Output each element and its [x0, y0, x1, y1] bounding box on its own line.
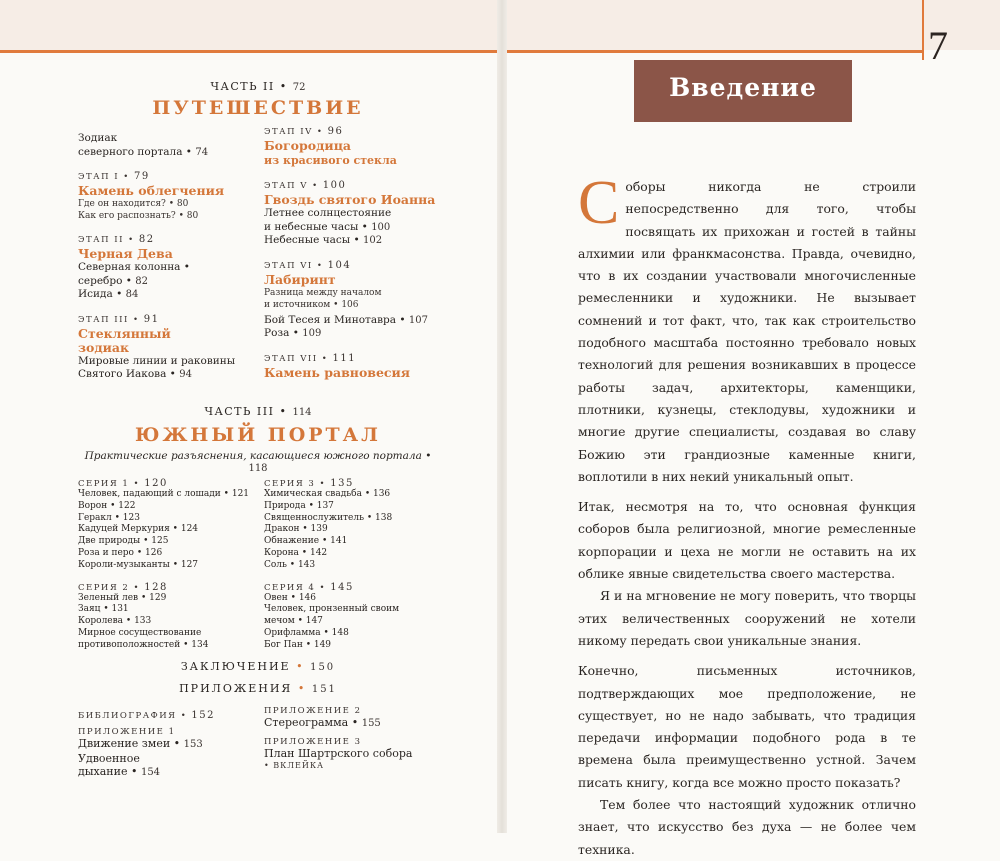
- chapter-title[interactable]: Камень облегчения: [78, 183, 225, 198]
- part3-col2: [264, 478, 454, 652]
- toc-entry[interactable]: противоположностей • 134: [78, 639, 209, 650]
- toc-entry[interactable]: Две природы • 125: [78, 536, 169, 547]
- appendix-col2: [264, 706, 454, 772]
- toc-entry[interactable]: мечом • 147: [264, 616, 323, 627]
- toc-entry[interactable]: • ВКЛЕЙКА: [264, 761, 325, 770]
- appendix-label: ПРИЛОЖЕНИЕ 2: [264, 706, 362, 716]
- toc-entry[interactable]: и небесные часы • 100: [264, 220, 391, 233]
- paragraph: Соборы никогда не строили непосредственно для того, чтобы посвящать их прихожан и гостей в тайны алхимии или франкмасонства. Правда, очевидно, что в их создании участвовали многочисленные ремесленники и художники. Не вызывает сомнений и тот факт, что, так как строительство подобного масштаба постоянно требовало новых технологий для решения возникавших в процессе работы задач, архитекторы, каменщики, плотники, кузнецы, стеклодувы, художники и многие другие специалисты, создавая во славу Божию эти грандиозные каменные книги, воплотили в них некий уникальный опыт.: [578, 169, 916, 484]
- toc-entry[interactable]: Разница между началом: [264, 287, 382, 298]
- toc-entry[interactable]: Святого Иакова • 94: [78, 368, 192, 380]
- toc-entry[interactable]: Кадуцей Меркурия • 124: [78, 524, 199, 535]
- intro-title-box: [634, 60, 852, 122]
- toc-entry[interactable]: Зеленый лев • 129: [78, 592, 167, 603]
- series-label: СЕРИЯ 1 • 120: [78, 478, 168, 489]
- toc-entry[interactable]: северного портала • 74: [78, 145, 209, 158]
- stage-label: ЭТАП III • 91: [78, 313, 160, 325]
- appendix-col1: [78, 710, 263, 780]
- toc-entry[interactable]: Роза • 109: [264, 327, 322, 339]
- toc-entry[interactable]: Соль • 143: [264, 559, 316, 570]
- table-of-contents: [78, 80, 438, 778]
- part2-heading: ЧАСТЬ II • 72: [210, 80, 306, 93]
- toc-entry[interactable]: Священнослужитель • 138: [264, 512, 393, 523]
- toc-entry[interactable]: Как его распознать? • 80: [78, 211, 199, 221]
- chapter-title[interactable]: Богородица из красивого стекла: [264, 138, 397, 167]
- chapter-title[interactable]: Камень равновесия: [264, 364, 411, 380]
- drop-cap: С: [578, 169, 620, 237]
- page-number-rule: [922, 0, 924, 60]
- toc-entry[interactable]: Человек, пронзенный своим: [264, 604, 400, 615]
- book-gutter: [497, 0, 507, 833]
- top-rule: [0, 50, 922, 53]
- appendix-label: ПРИЛОЖЕНИЕ 3: [264, 736, 362, 747]
- intro-title: Введение: [669, 73, 817, 102]
- toc-entry[interactable]: Северная колонна •: [78, 261, 190, 273]
- toc-entry[interactable]: Корона • 142: [264, 547, 328, 558]
- part3-heading: ЧАСТЬ III • 114: [204, 405, 312, 418]
- series-label: СЕРИЯ 2 • 128: [78, 581, 168, 593]
- toc-entry[interactable]: Мировые линии и раковины: [78, 354, 236, 367]
- toc-entry[interactable]: Орифламма • 148: [264, 627, 349, 638]
- stage-label: ЭТАП VII • 111: [264, 352, 357, 364]
- paragraph: Тем более что настоящий художник отлично знает, что искусство без духа — не более чем техника.: [578, 797, 916, 857]
- bibliography-entry[interactable]: БИБЛИОГРАФИЯ • 152: [78, 710, 216, 721]
- chapter-title[interactable]: Лабиринт: [264, 271, 336, 287]
- stage-label: ЭТАП II • 82: [78, 234, 155, 245]
- part2-col2: [264, 126, 454, 380]
- appendix-label: ПРИЛОЖЕНИЕ 1: [78, 727, 176, 737]
- toc-entry[interactable]: Природа • 137: [264, 500, 334, 511]
- toc-entry[interactable]: Летнее солнцестояние: [264, 207, 392, 219]
- chapter-title[interactable]: Черная Дева: [78, 246, 173, 261]
- paragraph: Я и на мгновение не могу поверить, что творцы этих величественных сооружений не хотели никому передать свои уникальные знания.: [578, 588, 916, 648]
- toc-entry[interactable]: Человек, падающий с лошади • 121: [78, 489, 250, 499]
- toc-entry[interactable]: Движение змеи • 153: [78, 737, 203, 750]
- toc-entry[interactable]: дыхание • 154: [78, 765, 161, 778]
- toc-entry[interactable]: Дракон • 139: [264, 524, 328, 535]
- toc-entry[interactable]: Небесные часы • 102: [264, 234, 383, 246]
- toc-entry[interactable]: Роза и перо • 126: [78, 547, 163, 558]
- series-label: СЕРИЯ 4 • 145: [264, 581, 354, 593]
- intro-article: [578, 169, 916, 861]
- stage-label: ЭТАП VI • 104: [264, 259, 352, 271]
- toc-entry[interactable]: Бой Тесея и Минотавра • 107: [264, 313, 428, 326]
- toc-entry[interactable]: серебро • 82: [78, 274, 149, 287]
- toc-entry[interactable]: Удвоенное: [78, 751, 140, 765]
- toc-entry[interactable]: План Шартрского собора: [264, 746, 413, 760]
- toc-entry[interactable]: Зодиак: [78, 132, 118, 144]
- paragraph: Итак, несмотря на то, что основная функция соборов была религиозной, многие ремесленные корпорации и цеха не могли не оставить на их облике явные свидетельства своего мастерства.: [578, 499, 916, 582]
- toc-entry[interactable]: Обнажение • 141: [264, 536, 348, 547]
- toc-entry[interactable]: Где он находится? • 80: [78, 199, 189, 209]
- part3-col1: [78, 478, 263, 652]
- toc-entry[interactable]: Овен • 146: [264, 592, 316, 603]
- toc-entry[interactable]: и источником • 106: [264, 299, 359, 310]
- toc-entry[interactable]: Королева • 133: [78, 616, 152, 627]
- appendices-entry[interactable]: ПРИЛОЖЕНИЯ • 151: [179, 682, 337, 695]
- page-number: 7: [928, 23, 948, 68]
- paragraph: Конечно, письменных источников, подтверждающих мое предположение, не существует, но не надо забывать, что традиция передачи информации подобного рода в те времена была преимущественно устной. Зачем писать книгу, когда все можно просто показать?: [578, 663, 916, 790]
- toc-entry[interactable]: Короли-музыканты • 127: [78, 559, 199, 570]
- toc-entry[interactable]: Мирное сосуществование: [78, 627, 202, 638]
- chapter-title[interactable]: Стеклянный зодиак: [78, 325, 171, 355]
- stage-label: ЭТАП I • 79: [78, 171, 150, 182]
- part3-title: ЮЖНЫЙ ПОРТАЛ: [135, 424, 381, 446]
- toc-entry[interactable]: Заяц • 131: [78, 604, 129, 615]
- toc-entry[interactable]: Химическая свадьба • 136: [264, 489, 391, 499]
- toc-entry[interactable]: Исида • 84: [78, 288, 139, 300]
- toc-entry[interactable]: Стереограмма • 155: [264, 716, 381, 729]
- stage-label: ЭТАП V • 100: [264, 180, 347, 191]
- part2-col1: [78, 132, 263, 382]
- toc-entry[interactable]: Бог Пан • 149: [264, 639, 332, 650]
- toc-entry[interactable]: Геракл • 123: [78, 512, 140, 523]
- chapter-title[interactable]: Гвоздь святого Иоанна: [264, 192, 436, 207]
- stage-label: ЭТАП IV • 96: [264, 126, 344, 137]
- part2-title: ПУТЕШЕСТВИЕ: [152, 97, 364, 119]
- series-label: СЕРИЯ 3 • 135: [264, 478, 354, 489]
- conclusion-entry[interactable]: ЗАКЛЮЧЕНИЕ • 150: [180, 660, 336, 673]
- toc-entry[interactable]: Ворон • 122: [78, 500, 136, 511]
- part3-subtitle[interactable]: Практические разъяснения, касающиеся южного портала • 118: [84, 450, 432, 474]
